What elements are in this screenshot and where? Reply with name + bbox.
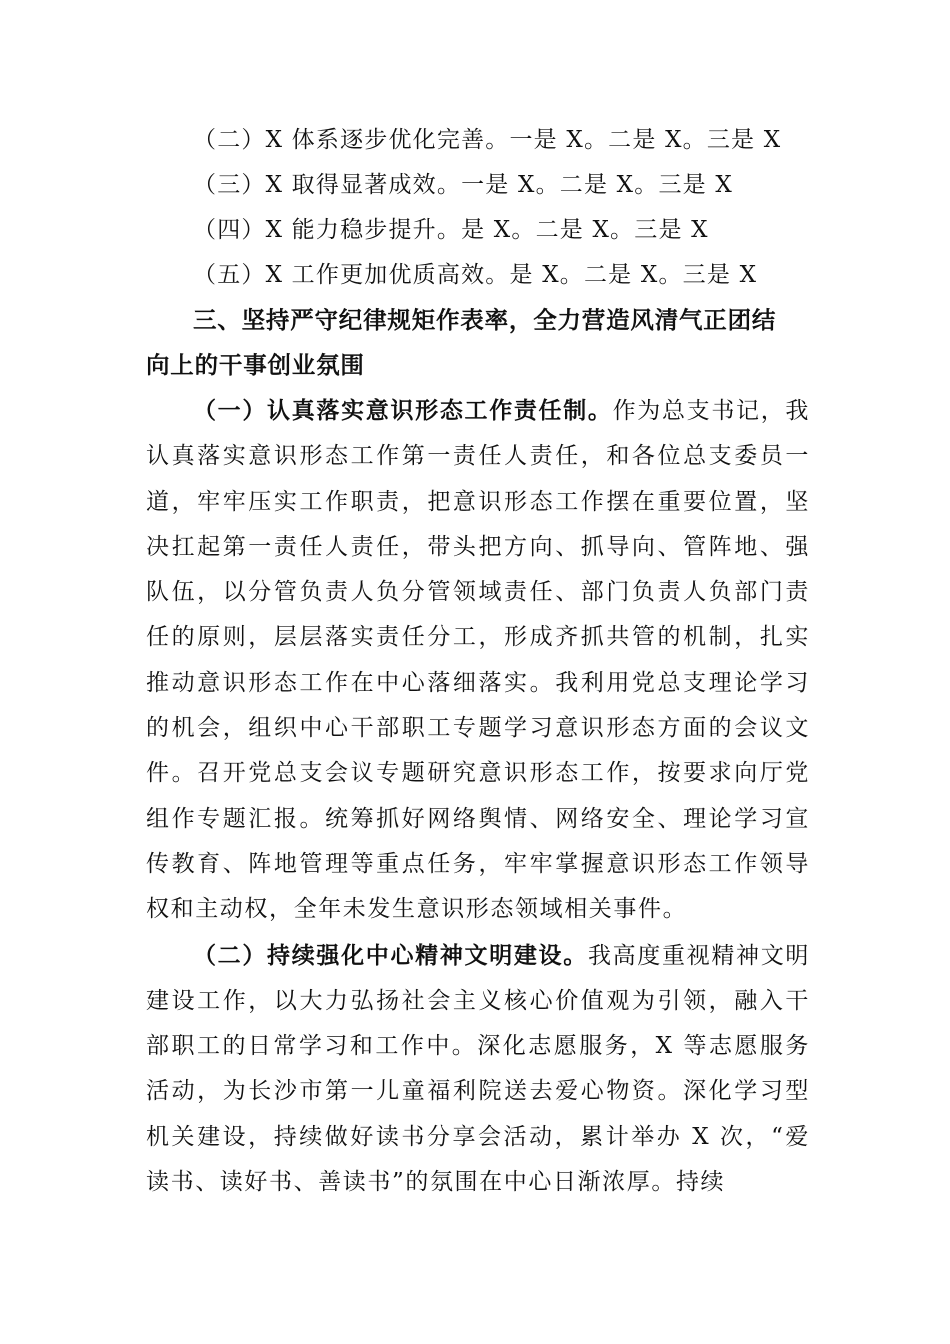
list-item: （二）X 体系逐步优化完善。一是 X。二是 X。三是 X [193, 127, 782, 153]
paragraph-lead: （二）持续强化中心精神文明建设。 [193, 941, 588, 969]
paragraph-ideology-responsibility [146, 388, 810, 933]
paragraph-lead: （一）认真落实意识形态工作责任制。 [193, 397, 613, 424]
list-item: （五）X 工作更加优质高效。是 X。二是 X。三是 X [193, 262, 758, 288]
paragraph-body: 作为总支书记，我认真落实意识形态工作第一责任人责任，和各位总支委员一道，牢牢压实工作职责，把意识形态工作摆在重要位置，坚决扛起第一责任人责任，带头把方向、抓导向、管阵地、强队伍，以分管负责人负分管领域责任、部门负责人负部门责任的原则，层层落实责任分工，形成齐抓共管的机制，扎实推动意识形态工作在中心落细落实。我利用党总支理论学习的机会，组织中心干部职工专题学习意识形态方面的会议文件。召开党总支会议专题研究意识形态工作，按要求向厅党组作专题汇报。统筹抓好网络舆情、网络安全、理论学习宣传教育、阵地管理等重点任务，牢牢掌握意识形态工作领导权和主动权，全年未发生意识形态领域相关事件。 [146, 398, 810, 923]
document-page [146, 118, 810, 1205]
list-item: （四）X 能力稳步提升。是 X。二是 X。三是 X [193, 217, 709, 243]
paragraph-spiritual-civilization [146, 933, 810, 1206]
section-heading-line-1: 三、坚持严守纪律规矩作表率，全力营造风清气正团结 [193, 306, 777, 334]
section-heading-line-2: 向上的干事创业氛围 [146, 351, 365, 379]
paragraph-body: 我高度重视精神文明建设工作，以大力弘扬社会主义核心价值观为引领，融入干部职工的日常学习和工作中。深化志愿服务，X 等志愿服务活动，为长沙市第一儿童福利院送去爱心物资。深化学习型机关建设，持续做好读书分享会活动，累计举办 X 次，“爱读书、读好书、善读书”的氛围在中心日渐浓厚。持续 [146, 942, 810, 1196]
list-item: （三）X 取得显著成效。一是 X。二是 X。三是 X [193, 172, 733, 198]
